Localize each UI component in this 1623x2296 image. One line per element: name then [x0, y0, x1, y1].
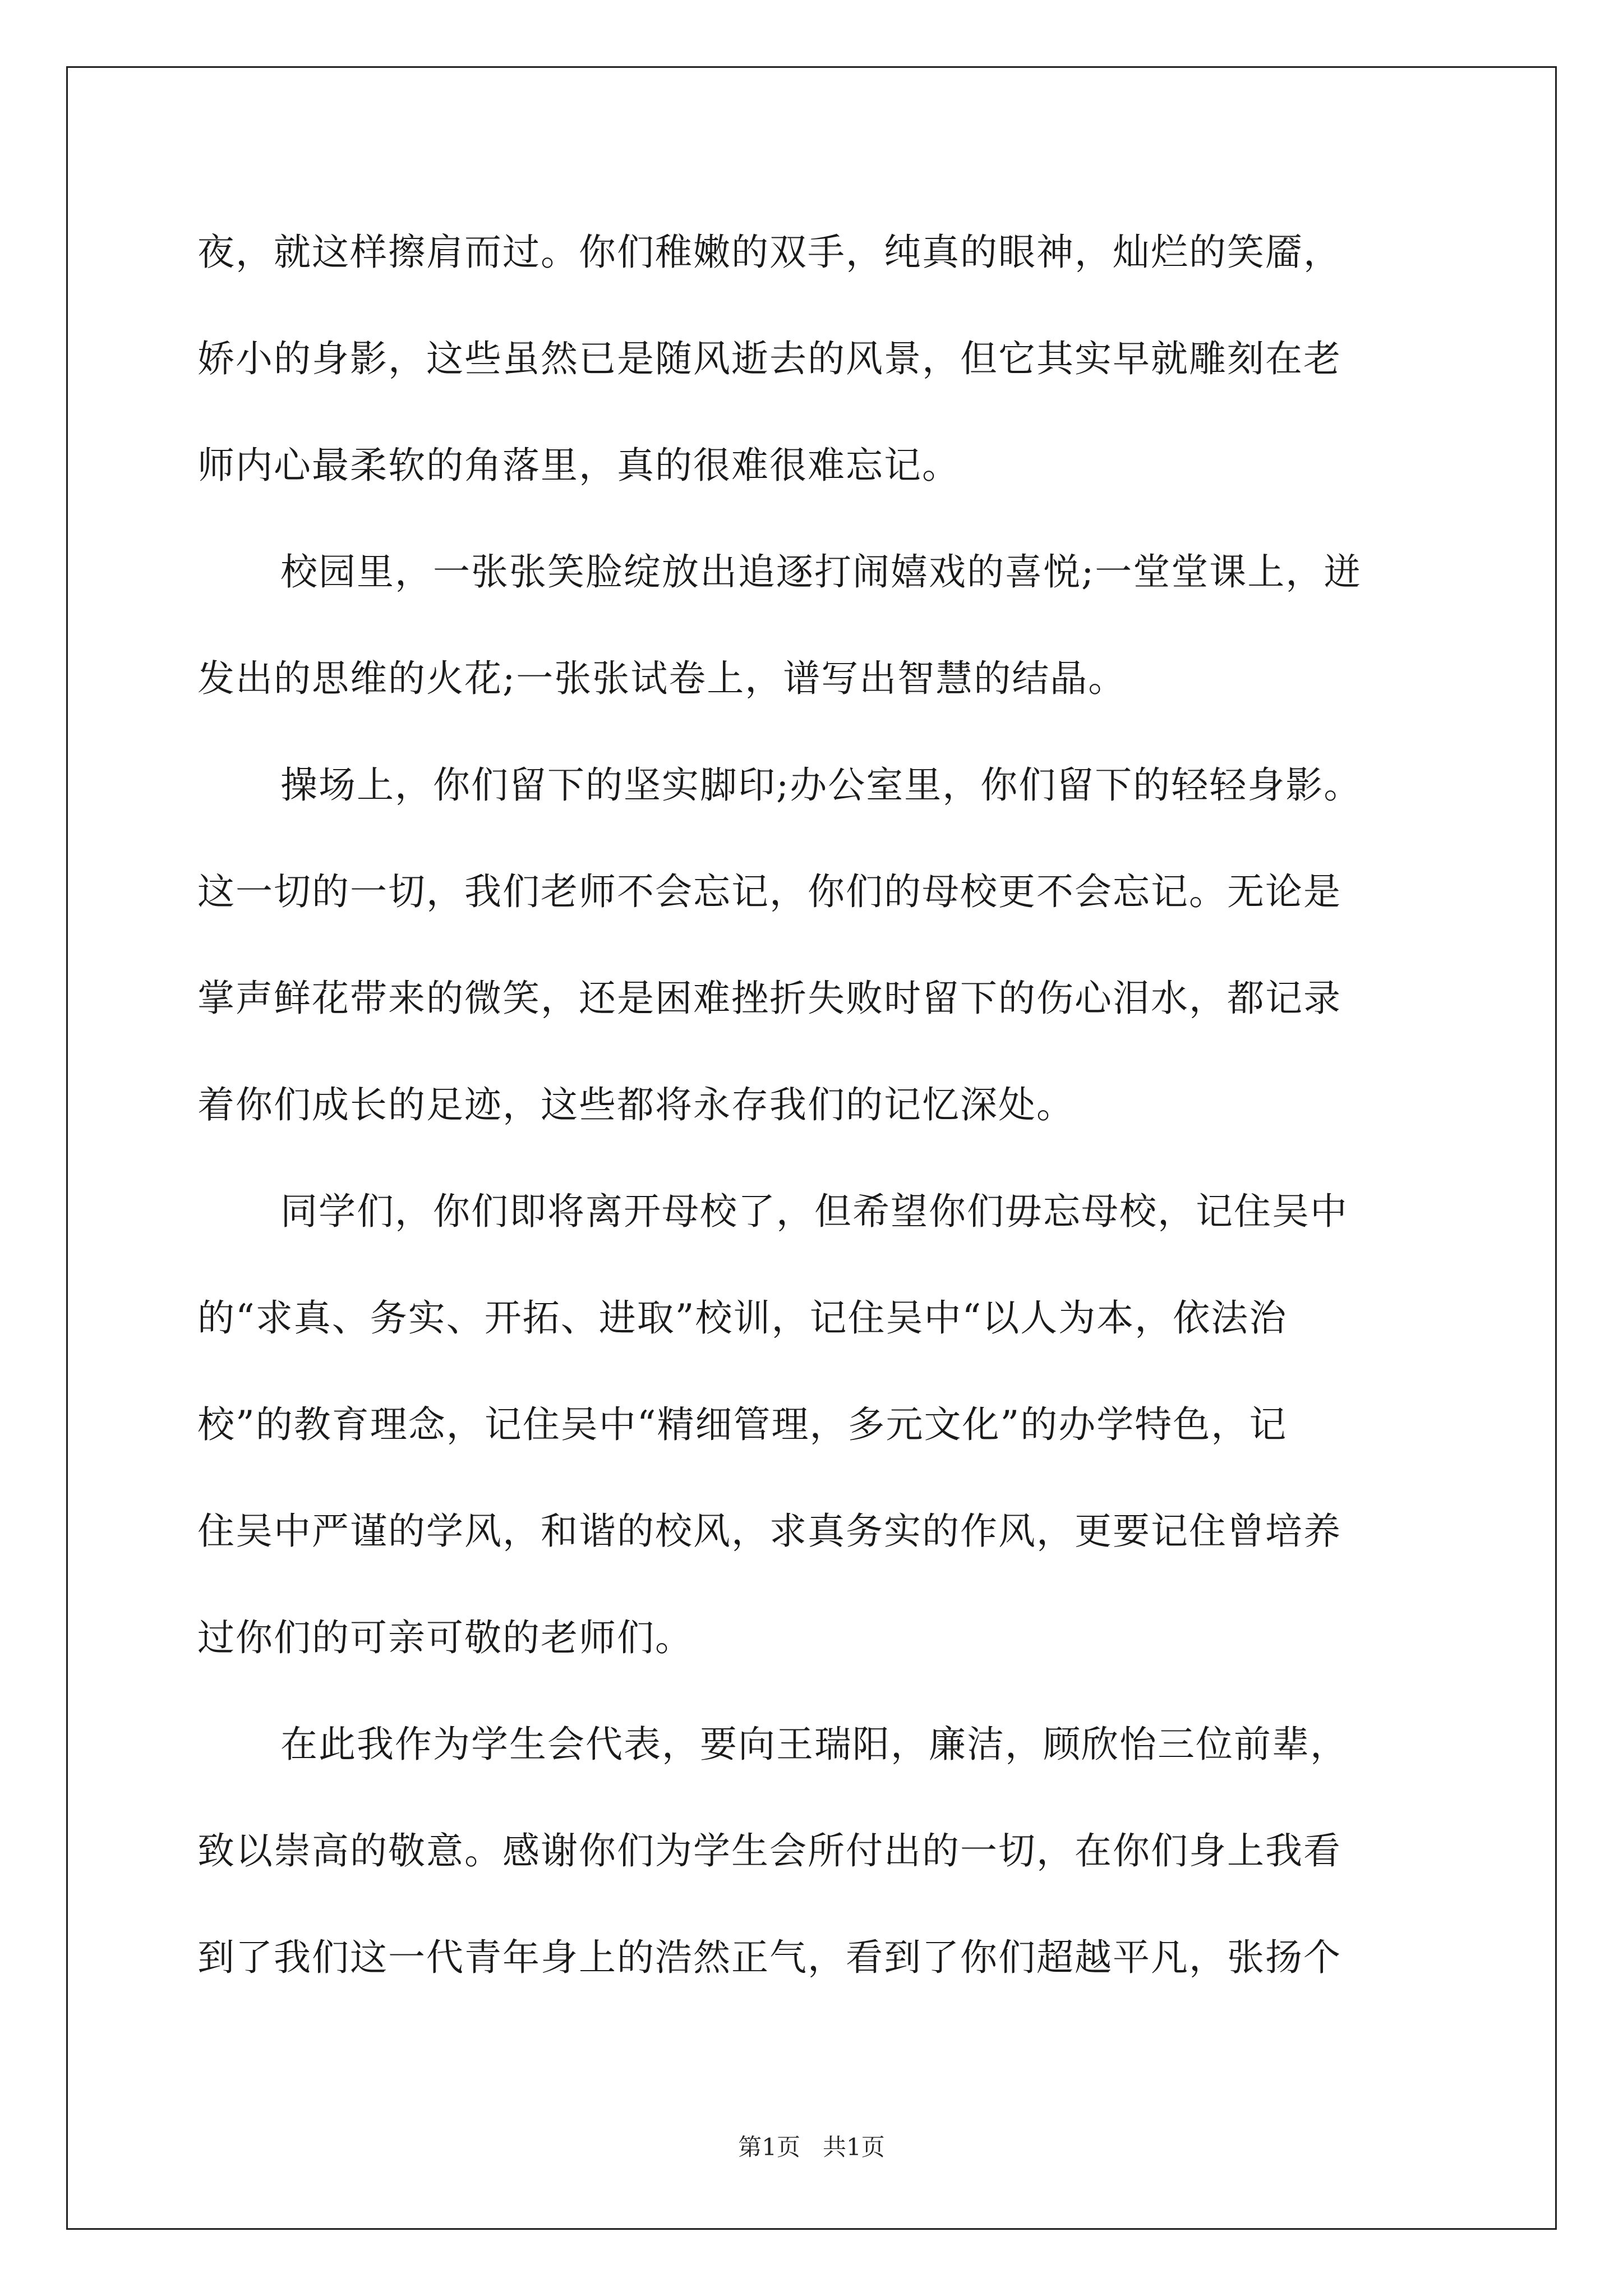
text-line: 致以崇高的敬意。感谢你们为学生会所付出的一切，在你们身上我看: [197, 1829, 1341, 1872]
paragraph-5: [197, 1691, 1426, 2011]
text-line: 发出的思维的火花;一张张试卷上，谱写出智慧的结晶。: [197, 657, 1127, 700]
paragraph-2: [197, 519, 1426, 732]
page-number-footer: 第1页 共1页: [738, 2133, 885, 2161]
text-line: 娇小的身影，这些虽然已是随风逝去的风景，但它其实早就雕刻在老: [197, 337, 1341, 380]
text-line: 校园里，一张张笑脸绽放出追逐打闹嬉戏的喜悦;一堂堂课上，迸: [280, 550, 1362, 593]
paragraph-3: [197, 732, 1426, 1158]
document-body: [197, 199, 1426, 2011]
text-line: 夜，就这样擦肩而过。你们稚嫩的双手，纯真的眼神，灿烂的笑靥，: [197, 231, 1341, 274]
text-line: 掌声鲜花带来的微笑，还是困难挫折失败时留下的伤心泪水，都记录: [197, 977, 1341, 1020]
text-line: 的“求真、务实、开拓、进取”校训，记住吴中“以人为本，依法治: [197, 1296, 1288, 1340]
text-line: 师内心最柔软的角落里，真的很难很难忘记。: [197, 444, 960, 487]
text-line: 同学们，你们即将离开母校了，但希望你们毋忘母校，记住吴中: [280, 1190, 1348, 1233]
text-line: 在此我作为学生会代表，要向王瑞阳，廉洁，顾欣怡三位前辈，: [280, 1723, 1348, 1766]
text-line: 这一切的一切，我们老师不会忘记，你们的母校更不会忘记。无论是: [197, 870, 1341, 913]
text-line: 到了我们这一代青年身上的浩然正气，看到了你们超越平凡，张扬个: [197, 1936, 1341, 1979]
text-line: 过你们的可亲可敬的老师们。: [197, 1616, 693, 1659]
text-line: 着你们成长的足迹，这些都将永存我们的记忆深处。: [197, 1083, 1075, 1126]
paragraph-1: [197, 199, 1426, 519]
text-line: 操场上，你们留下的坚实脚印;办公室里，你们留下的轻轻身影。: [280, 763, 1362, 807]
text-line: 校”的教育理念，记住吴中“精细管理，多元文化”的办学特色，记: [197, 1403, 1288, 1446]
paragraph-4: [197, 1158, 1426, 1691]
text-line: 住吴中严谨的学风，和谐的校风，求真务实的作风，更要记住曾培养: [197, 1510, 1341, 1553]
